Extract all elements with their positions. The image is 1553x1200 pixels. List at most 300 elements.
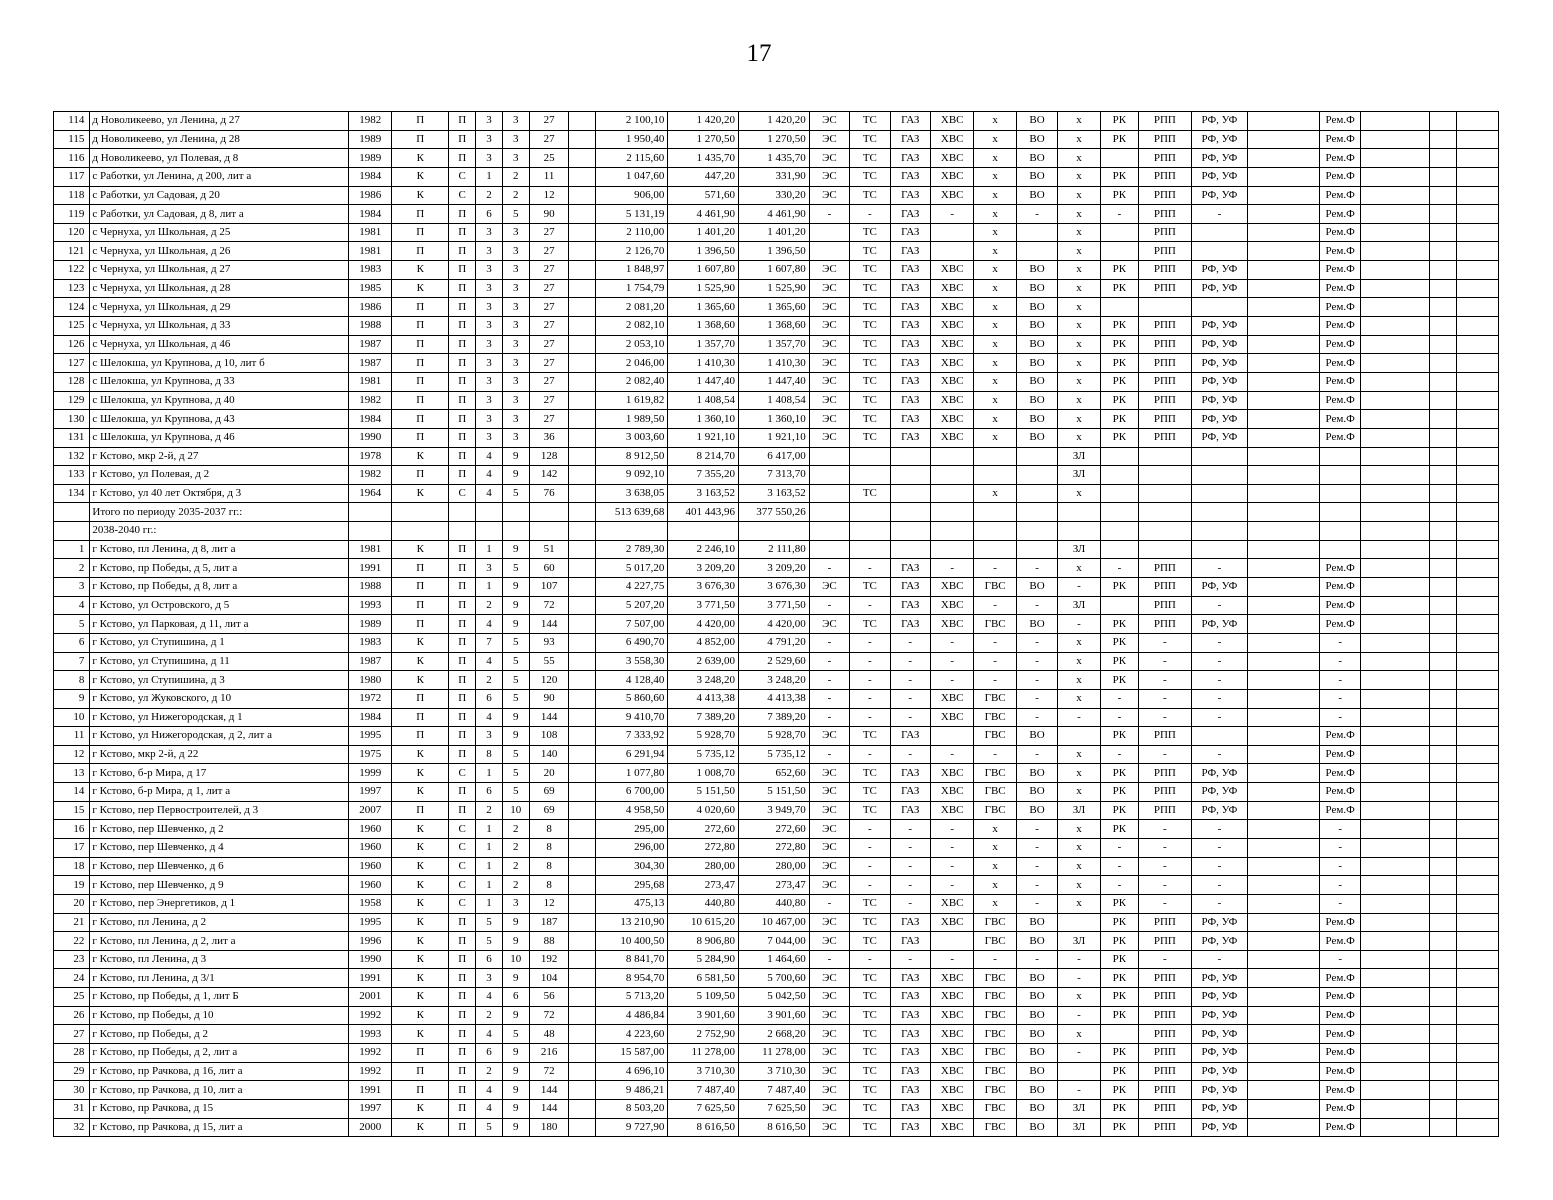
table-cell: 8: [529, 838, 568, 857]
table-cell: П: [449, 708, 476, 727]
table-cell: 9: [502, 932, 529, 951]
table-cell: -: [1058, 615, 1100, 634]
table-cell: -: [1139, 671, 1192, 690]
table-cell: -: [809, 596, 849, 615]
table-cell: [1248, 559, 1320, 578]
table-cell: [1361, 913, 1430, 932]
table-cell: 9: [502, 1081, 529, 1100]
table-cell: П: [392, 335, 449, 354]
table-cell: 1975: [349, 745, 392, 764]
table-cell: [1361, 522, 1430, 541]
table-cell: [1361, 335, 1430, 354]
table-row: [54, 671, 1499, 690]
table-cell: [1248, 578, 1320, 597]
table-cell: П: [449, 205, 476, 224]
table-cell: 4 486,84: [595, 1006, 668, 1025]
table-cell: ЗЛ: [1058, 540, 1100, 559]
table-cell: 27: [529, 391, 568, 410]
table-row: [54, 857, 1499, 876]
table-cell: РПП: [1139, 335, 1192, 354]
table-cell: 6 490,70: [595, 633, 668, 652]
table-cell: 56: [529, 988, 568, 1007]
table-cell: [569, 317, 595, 336]
table-cell: 12: [529, 186, 568, 205]
table-cell: Рем.Ф: [1319, 130, 1360, 149]
table-cell: 6: [476, 205, 502, 224]
table-cell: Рем.Ф: [1319, 1025, 1360, 1044]
table-cell: ЭС: [809, 615, 849, 634]
table-cell: 7 487,40: [668, 1081, 739, 1100]
table-cell: РК: [1100, 633, 1138, 652]
table-cell: П: [449, 279, 476, 298]
table-cell: ГАЗ: [890, 223, 930, 242]
table-cell: 1: [476, 540, 502, 559]
table-cell: 8 954,70: [595, 969, 668, 988]
table-cell: [1457, 391, 1499, 410]
table-cell: 1989: [349, 130, 392, 149]
table-cell: П: [449, 149, 476, 168]
table-cell: 2007: [349, 801, 392, 820]
table-cell: х: [1058, 1025, 1100, 1044]
table-cell: [1016, 242, 1057, 261]
table-cell: [1430, 130, 1457, 149]
table-cell: [668, 522, 739, 541]
table-cell: х: [974, 223, 1016, 242]
table-cell: 1 525,90: [668, 279, 739, 298]
table-cell: 4 413,38: [668, 689, 739, 708]
table-cell: 1960: [349, 820, 392, 839]
table-cell: 3: [476, 428, 502, 447]
table-cell: [569, 522, 595, 541]
table-cell: 8: [54, 671, 90, 690]
table-cell: П: [392, 1062, 449, 1081]
table-cell: 3 209,20: [739, 559, 810, 578]
table-cell: [1457, 615, 1499, 634]
table-cell: с Чернуха, ул Школьная, д 27: [90, 261, 349, 280]
table-cell: [1430, 689, 1457, 708]
table-cell: х: [974, 167, 1016, 186]
table-cell: 142: [529, 466, 568, 485]
table-cell: ВО: [1016, 391, 1057, 410]
table-cell: РК: [1100, 335, 1138, 354]
table-cell: 7 355,20: [668, 466, 739, 485]
table-cell: П: [392, 298, 449, 317]
table-cell: РПП: [1139, 801, 1192, 820]
table-row: [54, 745, 1499, 764]
table-cell: ГАЗ: [890, 130, 930, 149]
table-cell: 9: [502, 708, 529, 727]
table-cell: 1960: [349, 857, 392, 876]
table-cell: ТС: [850, 969, 890, 988]
table-cell: 120: [54, 223, 90, 242]
table-cell: 3 638,05: [595, 484, 668, 503]
table-cell: 1 365,60: [668, 298, 739, 317]
table-row: [54, 1081, 1499, 1100]
table-cell: К: [392, 820, 449, 839]
table-cell: [1100, 522, 1138, 541]
table-cell: П: [449, 261, 476, 280]
table-cell: 5: [476, 932, 502, 951]
table-cell: К: [392, 447, 449, 466]
table-cell: РПП: [1139, 149, 1192, 168]
table-cell: ХВС: [930, 410, 973, 429]
table-cell: РФ, УФ: [1191, 279, 1248, 298]
table-cell: 88: [529, 932, 568, 951]
table-cell: 3: [476, 372, 502, 391]
table-cell: [1016, 466, 1057, 485]
table-cell: К: [392, 783, 449, 802]
table-cell: 10 467,00: [739, 913, 810, 932]
table-cell: -: [1016, 950, 1057, 969]
table-cell: 273,47: [739, 876, 810, 895]
table-cell: ГАЗ: [890, 205, 930, 224]
table-cell: 2 668,20: [739, 1025, 810, 1044]
table-cell: г Кстово, пер Шевченко, д 2: [90, 820, 349, 839]
table-cell: -: [974, 671, 1016, 690]
table-cell: ВО: [1016, 615, 1057, 634]
table-cell: [1430, 820, 1457, 839]
table-cell: 10: [502, 950, 529, 969]
table-cell: [809, 540, 849, 559]
table-cell: 1 368,60: [739, 317, 810, 336]
table-cell: [1016, 522, 1057, 541]
table-cell: 4 020,60: [668, 801, 739, 820]
table-row: [54, 149, 1499, 168]
table-cell: ГАЗ: [890, 149, 930, 168]
table-cell: с Чернуха, ул Школьная, д 26: [90, 242, 349, 261]
table-cell: [1139, 540, 1192, 559]
table-cell: [1457, 298, 1499, 317]
table-cell: П: [449, 727, 476, 746]
table-cell: 272,60: [668, 820, 739, 839]
table-cell: [1319, 522, 1360, 541]
table-cell: ГВС: [974, 969, 1016, 988]
table-cell: 3: [502, 298, 529, 317]
table-cell: [1191, 727, 1248, 746]
table-cell: 5 151,50: [668, 783, 739, 802]
table-cell: Рем.Ф: [1319, 596, 1360, 615]
table-cell: 3: [502, 354, 529, 373]
table-cell: [890, 503, 930, 522]
table-cell: [529, 503, 568, 522]
table-cell: П: [392, 689, 449, 708]
table-cell: [1191, 540, 1248, 559]
table-cell: -: [1319, 857, 1360, 876]
table-cell: Рем.Ф: [1319, 391, 1360, 410]
table-cell: -: [1191, 745, 1248, 764]
table-cell: РК: [1100, 988, 1138, 1007]
table-cell: 4 852,00: [668, 633, 739, 652]
table-cell: х: [1058, 317, 1100, 336]
table-cell: х: [974, 820, 1016, 839]
housing-registry-table: [53, 111, 1499, 1137]
table-cell: П: [449, 969, 476, 988]
table-cell: [569, 801, 595, 820]
table-cell: РПП: [1139, 242, 1192, 261]
table-cell: [569, 1025, 595, 1044]
table-row: [54, 689, 1499, 708]
table-cell: ГАЗ: [890, 578, 930, 597]
table-cell: [1430, 838, 1457, 857]
table-cell: -: [930, 633, 973, 652]
table-row: [54, 391, 1499, 410]
table-cell: 30: [54, 1081, 90, 1100]
table-cell: П: [449, 615, 476, 634]
table-cell: -: [930, 745, 973, 764]
table-cell: 7: [54, 652, 90, 671]
table-cell: [1100, 149, 1138, 168]
table-cell: с Чернуха, ул Школьная, д 29: [90, 298, 349, 317]
table-cell: [349, 522, 392, 541]
table-cell: 5: [502, 689, 529, 708]
table-cell: 27: [54, 1025, 90, 1044]
table-cell: ХВС: [930, 1062, 973, 1081]
table-cell: 1 447,40: [739, 372, 810, 391]
table-cell: ХВС: [930, 1006, 973, 1025]
table-cell: РК: [1100, 950, 1138, 969]
table-row: [54, 932, 1499, 951]
table-cell: х: [1058, 298, 1100, 317]
table-cell: ГАЗ: [890, 317, 930, 336]
table-cell: -: [850, 205, 890, 224]
table-cell: [1457, 1118, 1499, 1137]
table-cell: [1248, 876, 1320, 895]
table-cell: [1430, 1025, 1457, 1044]
table-cell: РФ, УФ: [1191, 354, 1248, 373]
table-cell: 2: [502, 167, 529, 186]
table-cell: [1457, 428, 1499, 447]
table-cell: с Чернуха, ул Школьная, д 46: [90, 335, 349, 354]
table-cell: [1457, 820, 1499, 839]
table-cell: х: [974, 298, 1016, 317]
table-cell: 8 912,50: [595, 447, 668, 466]
table-cell: РФ, УФ: [1191, 913, 1248, 932]
table-cell: ТС: [850, 354, 890, 373]
table-cell: ХВС: [930, 167, 973, 186]
table-cell: ВО: [1016, 1062, 1057, 1081]
table-cell: 295,68: [595, 876, 668, 895]
table-cell: х: [1058, 410, 1100, 429]
table-cell: ГВС: [974, 932, 1016, 951]
table-cell: 1992: [349, 1044, 392, 1063]
table-cell: ГАЗ: [890, 783, 930, 802]
table-cell: 29: [54, 1062, 90, 1081]
table-cell: 117: [54, 167, 90, 186]
table-cell: ТС: [850, 261, 890, 280]
table-cell: 3: [476, 279, 502, 298]
table-cell: -: [850, 689, 890, 708]
table-cell: ВО: [1016, 932, 1057, 951]
table-cell: 3: [476, 130, 502, 149]
table-cell: П: [392, 708, 449, 727]
table-cell: -: [1016, 559, 1057, 578]
table-cell: 11 278,00: [668, 1044, 739, 1063]
table-cell: 3: [476, 969, 502, 988]
table-cell: -: [1016, 596, 1057, 615]
table-cell: -: [1191, 652, 1248, 671]
table-cell: 3: [502, 372, 529, 391]
table-cell: РПП: [1139, 279, 1192, 298]
table-cell: 2: [502, 838, 529, 857]
table-cell: П: [449, 540, 476, 559]
table-cell: РК: [1100, 932, 1138, 951]
table-cell: 9: [502, 969, 529, 988]
table-cell: [1430, 1044, 1457, 1063]
table-cell: 2038-2040 гг.:: [90, 522, 349, 541]
table-cell: 107: [529, 578, 568, 597]
table-cell: -: [850, 671, 890, 690]
table-cell: [1361, 372, 1430, 391]
table-cell: г Кстово, пл Ленина, д 2, лит а: [90, 932, 349, 951]
table-cell: ГВС: [974, 783, 1016, 802]
table-cell: ХВС: [930, 428, 973, 447]
table-cell: 9 727,90: [595, 1118, 668, 1137]
table-cell: 1 410,30: [668, 354, 739, 373]
table-cell: 1993: [349, 596, 392, 615]
table-row: [54, 894, 1499, 913]
table-cell: 9: [502, 1006, 529, 1025]
table-cell: [1430, 745, 1457, 764]
table-cell: [569, 503, 595, 522]
table-cell: ХВС: [930, 186, 973, 205]
table-cell: 1 435,70: [739, 149, 810, 168]
table-cell: 1 619,82: [595, 391, 668, 410]
table-cell: РПП: [1139, 1025, 1192, 1044]
table-cell: -: [890, 950, 930, 969]
table-cell: 4: [476, 1081, 502, 1100]
table-cell: 1987: [349, 354, 392, 373]
table-cell: х: [974, 112, 1016, 131]
table-cell: ЗЛ: [1058, 932, 1100, 951]
table-cell: х: [974, 279, 1016, 298]
table-cell: -: [890, 708, 930, 727]
table-cell: -: [1191, 876, 1248, 895]
table-cell: [974, 503, 1016, 522]
table-cell: -: [1139, 857, 1192, 876]
table-cell: 440,80: [668, 894, 739, 913]
table-cell: х: [1058, 745, 1100, 764]
table-cell: П: [392, 354, 449, 373]
table-cell: г Кстово, пер Первостроителей, д 3: [90, 801, 349, 820]
table-cell: -: [890, 838, 930, 857]
table-cell: П: [449, 298, 476, 317]
table-row: [54, 354, 1499, 373]
table-cell: г Кстово, пр Победы, д 2, лит а: [90, 1044, 349, 1063]
table-cell: РК: [1100, 1081, 1138, 1100]
table-cell: 19: [54, 876, 90, 895]
table-cell: -: [1058, 969, 1100, 988]
table-cell: [1430, 596, 1457, 615]
table-cell: с Чернуха, ул Школьная, д 33: [90, 317, 349, 336]
table-cell: РФ, УФ: [1191, 149, 1248, 168]
table-cell: -: [1016, 633, 1057, 652]
table-cell: [1457, 578, 1499, 597]
table-cell: П: [392, 391, 449, 410]
table-cell: РК: [1100, 969, 1138, 988]
table-cell: РПП: [1139, 727, 1192, 746]
table-cell: ГВС: [974, 578, 1016, 597]
table-cell: 69: [529, 801, 568, 820]
table-cell: 1984: [349, 410, 392, 429]
table-cell: -: [930, 559, 973, 578]
table-cell: -: [809, 708, 849, 727]
table-cell: 2 053,10: [595, 335, 668, 354]
table-cell: П: [449, 559, 476, 578]
table-cell: 9 092,10: [595, 466, 668, 485]
table-cell: 76: [529, 484, 568, 503]
table-cell: 5 151,50: [739, 783, 810, 802]
table-cell: ТС: [850, 1099, 890, 1118]
table-cell: [1457, 1099, 1499, 1118]
table-row: [54, 969, 1499, 988]
table-cell: 10: [502, 801, 529, 820]
table-cell: ТС: [850, 894, 890, 913]
table-cell: РФ, УФ: [1191, 801, 1248, 820]
table-cell: г Кстово, ул Островского, д 5: [90, 596, 349, 615]
table-cell: ТС: [850, 428, 890, 447]
table-cell: 4 461,90: [739, 205, 810, 224]
table-cell: -: [1191, 708, 1248, 727]
table-row: [54, 223, 1499, 242]
table-cell: ГАЗ: [890, 1062, 930, 1081]
table-cell: К: [392, 1025, 449, 1044]
table-cell: [1248, 950, 1320, 969]
table-cell: 1: [476, 764, 502, 783]
table-cell: 1: [476, 857, 502, 876]
table-cell: ХВС: [930, 988, 973, 1007]
table-cell: С: [449, 876, 476, 895]
table-cell: [1430, 671, 1457, 690]
table-cell: П: [449, 372, 476, 391]
table-cell: 2: [54, 559, 90, 578]
table-cell: [1430, 764, 1457, 783]
table-cell: [1457, 242, 1499, 261]
table-cell: -: [1016, 838, 1057, 857]
table-cell: К: [392, 969, 449, 988]
table-cell: -: [890, 652, 930, 671]
table-cell: ГАЗ: [890, 1099, 930, 1118]
table-cell: 140: [529, 745, 568, 764]
table-cell: ВО: [1016, 1099, 1057, 1118]
table-cell: [569, 372, 595, 391]
table-cell: ЭС: [809, 578, 849, 597]
table-cell: 4 227,75: [595, 578, 668, 597]
table-cell: ХВС: [930, 1099, 973, 1118]
table-cell: [1016, 503, 1057, 522]
table-cell: [1457, 540, 1499, 559]
table-cell: [1430, 279, 1457, 298]
table-cell: г Кстово, ул Нижегородская, д 1: [90, 708, 349, 727]
table-cell: [1361, 615, 1430, 634]
table-cell: 60: [529, 559, 568, 578]
table-cell: К: [392, 1118, 449, 1137]
table-cell: 6: [476, 783, 502, 802]
table-cell: [1430, 783, 1457, 802]
table-cell: 2000: [349, 1118, 392, 1137]
table-cell: [1430, 410, 1457, 429]
table-cell: -: [809, 745, 849, 764]
table-cell: [1248, 130, 1320, 149]
table-cell: [1457, 913, 1499, 932]
table-cell: 4: [476, 988, 502, 1007]
table-cell: 652,60: [739, 764, 810, 783]
table-cell: [1430, 149, 1457, 168]
table-cell: 9: [502, 727, 529, 746]
table-cell: ЭС: [809, 372, 849, 391]
table-cell: ГАЗ: [890, 1006, 930, 1025]
table-cell: ЭС: [809, 913, 849, 932]
table-cell: [569, 764, 595, 783]
